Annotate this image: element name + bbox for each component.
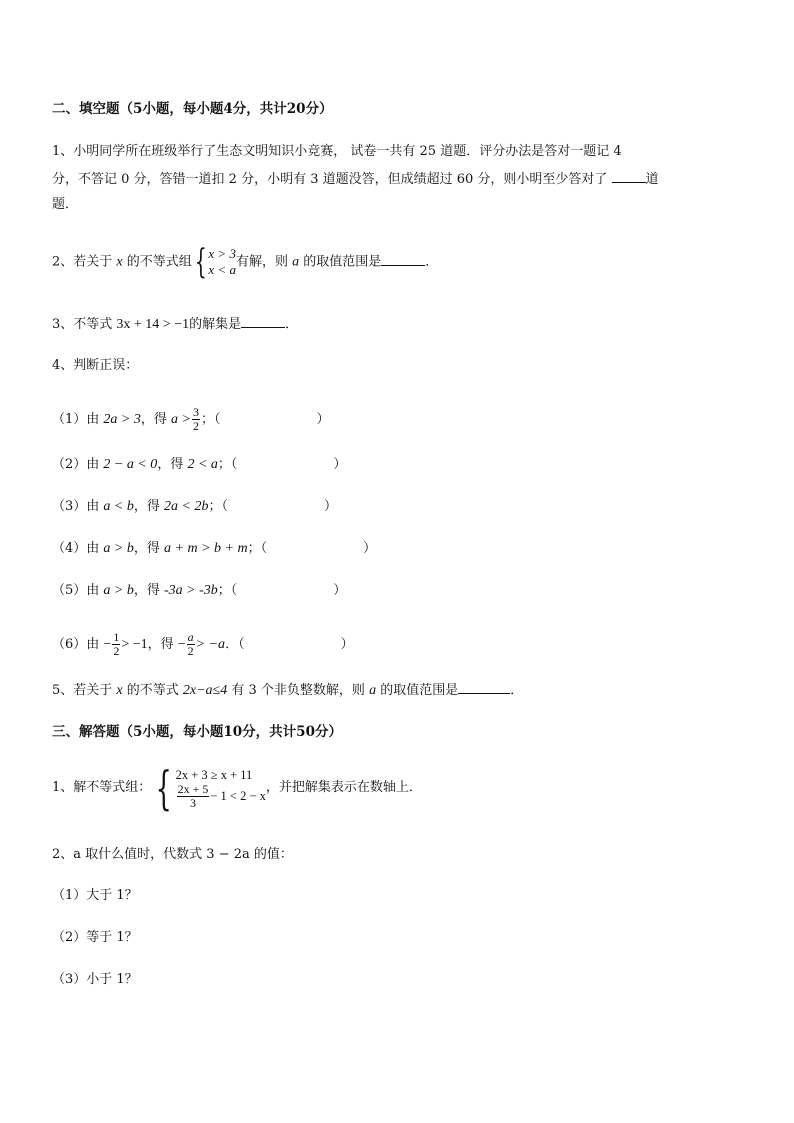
q4-item-6-numerator-1: 1	[113, 630, 120, 644]
q5-end: ．	[510, 683, 524, 698]
section-heading-solve: 三、解答题（5小题，每小题10分，共计50分）	[52, 724, 342, 740]
q5-mid: 的不等式	[122, 683, 183, 698]
q1-answer-blank[interactable]	[612, 170, 646, 183]
q4-item-6-premise-tail: > −1	[121, 637, 148, 652]
q4-item-5	[52, 582, 346, 600]
q4-item-6	[52, 631, 354, 658]
s3-q1-numerator: 2x + 5	[177, 781, 209, 796]
q1-line2	[52, 170, 659, 189]
q5-answer-blank[interactable]	[458, 681, 510, 694]
q1-line2-tail: 道	[645, 172, 659, 187]
q4-item-4-premise: a > b	[103, 541, 134, 556]
q1-line2-text: 分，不答记 0 分，答错一道扣 2 分，小明有 3 道题没答，但成绩超过 60 分，则小明至少答对了	[52, 172, 612, 187]
q4-item-3-mid: ，得	[133, 499, 164, 514]
q4-item-2-conclusion: 2 < a	[187, 457, 218, 472]
q4-item-4-open-paren: ；（	[247, 541, 268, 556]
q2-mid: 的不等式组	[122, 254, 192, 270]
s3-q1-brace-icon: {	[155, 761, 172, 815]
q2-brace-icon: {	[194, 242, 207, 282]
q4-item-1	[52, 406, 329, 433]
q4-item-5-mid: ，得	[133, 583, 164, 598]
q4-item-2-close-paren: ）	[333, 457, 347, 472]
q2-var-x: x	[116, 254, 123, 270]
q4-item-4-conclusion: a + m > b + m	[164, 541, 248, 556]
q3-end: ．	[285, 317, 299, 332]
q4-item-6-mid: ，得	[147, 637, 178, 652]
s3-q1-pre: 1、解不等式组：	[52, 780, 152, 795]
q5-post2: 的取值范围是	[376, 683, 459, 698]
q4-item-6-close-paren: ）	[340, 637, 354, 652]
q4-item-2-label: （2）由	[52, 457, 104, 472]
q4-item-2	[52, 456, 346, 474]
q4-item-5-open-paren: ；（	[217, 583, 238, 598]
q5-inequality: 2x−a≤4	[182, 683, 228, 698]
section-heading-fill-blank: 二、填空题（5小题，每小题4分，共计20分）	[52, 101, 333, 117]
q4-item-6-fraction-2	[187, 631, 195, 658]
q4-item-1-close-paren: ）	[316, 412, 330, 427]
q4-item-1-numerator: 3	[192, 405, 199, 419]
q4-item-3-conclusion: 2a < 2b	[164, 499, 209, 514]
q5-var-x: x	[116, 683, 123, 698]
q2-post: 有解，则	[235, 254, 293, 270]
q4-item-4	[52, 540, 376, 558]
q2-inequality-system	[192, 242, 236, 282]
q3-inequality: 3x + 14 > −1	[116, 317, 190, 332]
q5-post: 有 3 个非负整数解，则	[227, 683, 370, 698]
q3-pre: 3、不等式	[52, 317, 117, 332]
q4-item-3	[52, 498, 337, 516]
q3-line	[52, 315, 298, 334]
q2-sys-line1: x > 3	[208, 246, 236, 261]
q4-item-6-minus-1: −	[103, 637, 112, 652]
q4-item-1-mid: ，得	[140, 412, 171, 427]
s3-q1-post: ，并把解集表示在数轴上．	[265, 780, 422, 795]
q4-item-2-open-paren: ；（	[217, 457, 238, 472]
q3-post: 的解集是	[189, 317, 242, 332]
q4-item-2-mid: ，得	[157, 457, 188, 472]
q4-item-5-label: （5）由	[52, 583, 104, 598]
q2-line	[52, 242, 439, 282]
q2-var-a: a	[292, 254, 300, 270]
q4-item-1-conclusion: a >	[171, 412, 191, 427]
q4-item-4-close-paren: ）	[363, 541, 377, 556]
q2-answer-blank[interactable]	[381, 253, 425, 266]
q4-item-6-numerator-2: a	[187, 630, 194, 644]
q5-var-a: a	[369, 683, 377, 698]
q4-item-6-denominator-1: 2	[113, 644, 120, 658]
q4-item-4-mid: ，得	[133, 541, 164, 556]
q1-line3: 题．	[52, 197, 79, 212]
q4-item-5-close-paren: ）	[333, 583, 347, 598]
s3-q1-denominator: 3	[189, 795, 196, 810]
q4-title: 4、判断正误：	[52, 358, 139, 373]
q4-item-3-label: （3）由	[52, 499, 104, 514]
q2-pre: 2、若关于	[52, 254, 117, 270]
q4-item-4-label: （4）由	[52, 541, 104, 556]
q4-item-2-premise: 2 − a < 0	[103, 457, 158, 472]
s3-q1-sys-line2-tail: − 1 < 2 − x	[210, 789, 266, 803]
q1-line1: 1、小明同学所在班级举行了生态文明知识小竞赛， 试卷一共有 25 道题．评分办法是答对一题记 4	[52, 144, 622, 159]
q2-end: ．	[425, 254, 439, 270]
q5-pre: 5、若关于	[52, 683, 117, 698]
q4-item-1-open-paren: ；（	[200, 412, 221, 427]
q2-sys-line2: x < a	[208, 262, 236, 277]
s3-q2-item-1: （1）大于 1？	[52, 888, 138, 903]
q4-item-5-conclusion: -3a > -3b	[164, 583, 218, 598]
q4-item-5-premise: a > b	[103, 583, 134, 598]
q4-item-6-denominator-2: 2	[187, 644, 194, 658]
q5-line	[52, 681, 523, 700]
q4-item-1-denominator: 2	[192, 419, 199, 433]
q2-post2: 的取值范围是	[299, 254, 382, 270]
s3-q1-inequality-system	[151, 761, 266, 815]
s3-q1-line	[52, 761, 422, 815]
q4-item-3-open-paren: ；（	[208, 499, 228, 514]
q4-item-1-label: （1）由	[52, 412, 104, 427]
s3-q1-sys-line1: 2x + 3 ≥ x + 11	[175, 767, 253, 782]
q4-item-6-conclusion-tail: > −a	[195, 637, 226, 652]
q4-item-3-close-paren: ）	[323, 499, 337, 514]
q4-item-6-open-paren: ．（	[225, 637, 245, 652]
s3-q1-fraction	[177, 783, 210, 810]
q3-answer-blank[interactable]	[241, 315, 285, 328]
q4-item-3-premise: a < b	[103, 499, 134, 514]
q4-item-6-minus-2: −	[177, 637, 186, 652]
q4-item-1-fraction	[192, 406, 200, 433]
s3-q2-line: 2、a 取什么值时，代数式 3 − 2a 的值：	[52, 847, 293, 862]
s3-q2-item-2: （2）等于 1？	[52, 930, 138, 945]
q4-item-6-fraction-1	[112, 631, 120, 658]
q4-item-6-label: （6）由	[52, 637, 104, 652]
q4-item-1-premise: 2a > 3	[103, 412, 141, 427]
s3-q2-item-3: （3）小于 1？	[52, 972, 138, 987]
